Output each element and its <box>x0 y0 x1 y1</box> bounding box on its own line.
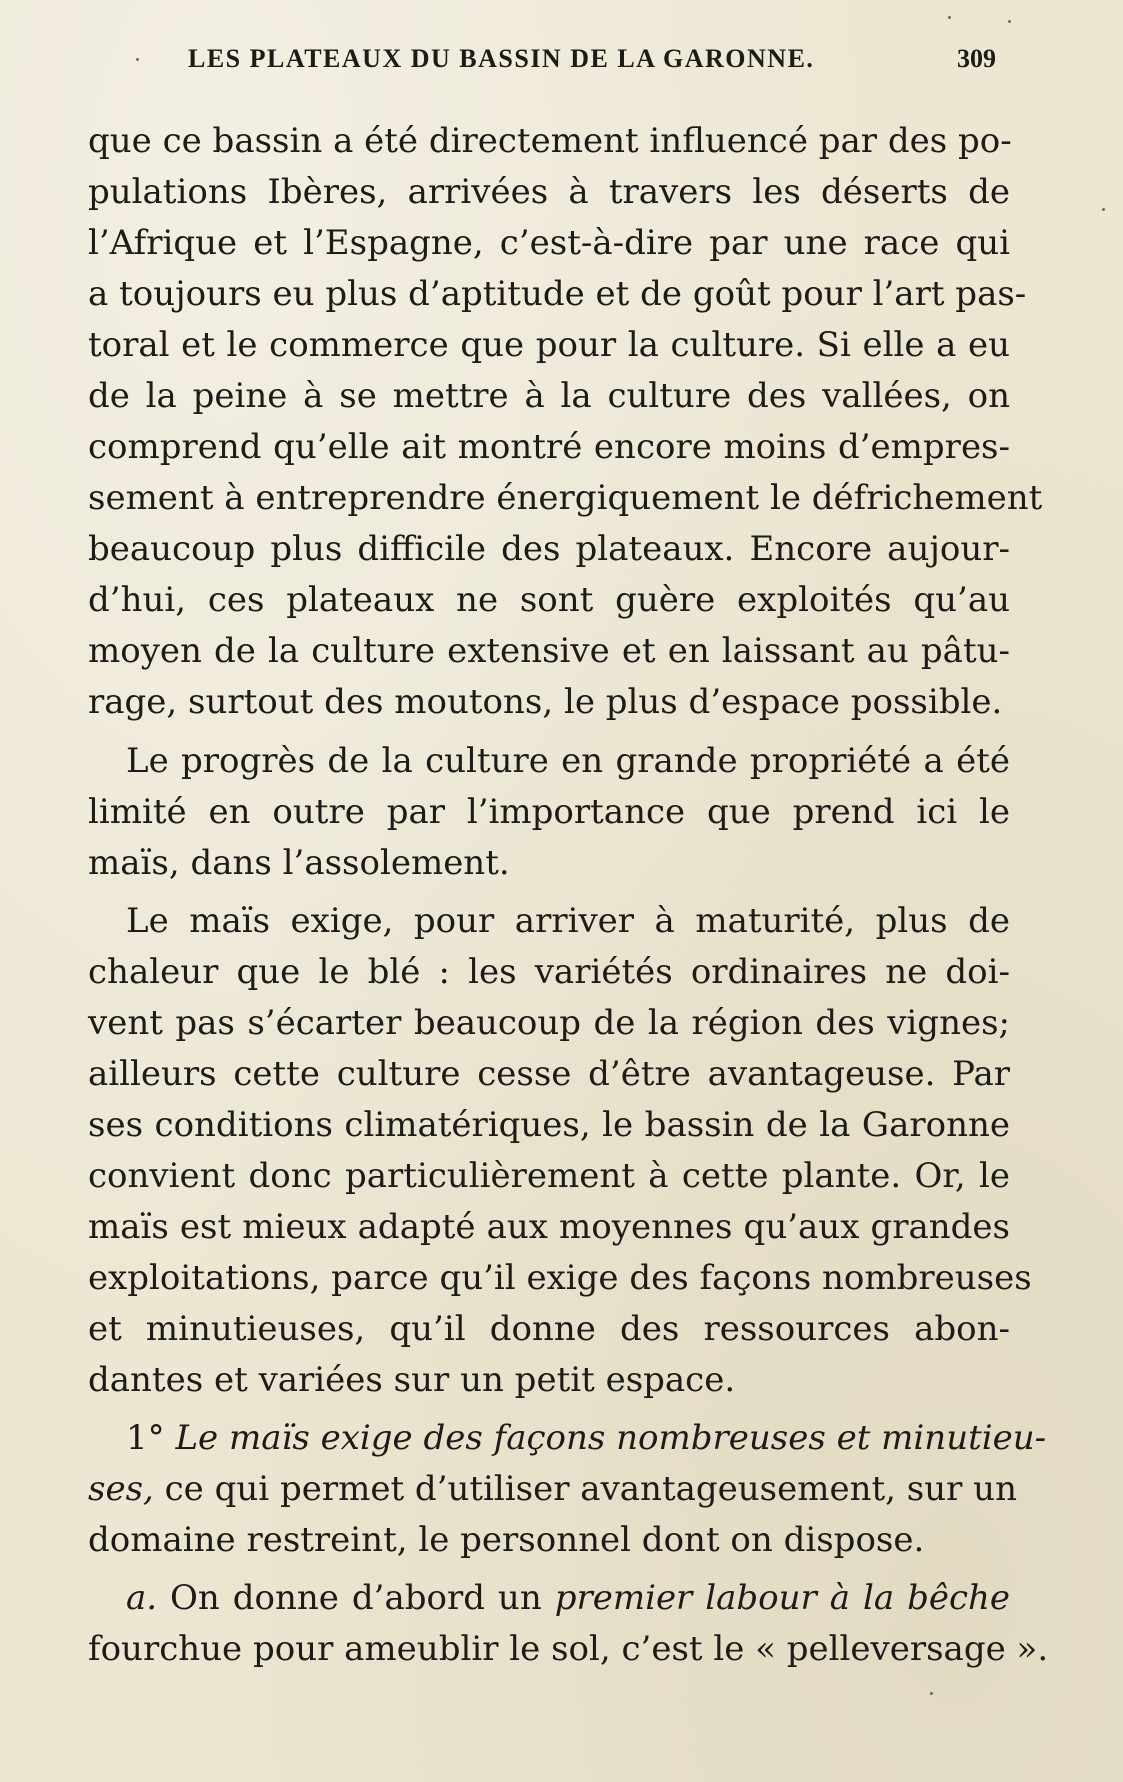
paper-speck <box>1102 208 1105 211</box>
text-line: moyen de la culture extensive et en laissant au pâtu- <box>88 631 1010 671</box>
paragraph <box>88 896 1032 1406</box>
text-line: exploitations, parce qu’il exige des façons nombreuses <box>88 1258 1032 1298</box>
point-one-number: 1° <box>126 1418 165 1458</box>
text-line: vent pas s’écarter beaucoup de la région des vignes; <box>88 1003 1010 1043</box>
paper-speck <box>948 16 951 19</box>
paper-speck <box>136 58 139 61</box>
text-line: rage, surtout des moutons, le plus d’espace possible. <box>88 682 1003 722</box>
text-line: limité en outre par l’importance que prend ici le <box>88 792 1010 832</box>
paragraph-point-a <box>88 1573 1049 1675</box>
text-line: ailleurs cette culture cesse d’être avantageuse. Par <box>88 1054 1010 1094</box>
text-line: maïs, dans l’assolement. <box>88 843 510 883</box>
text-line: pulations Ibères, arrivées à travers les déserts de <box>88 172 1010 212</box>
point-one-italic-line-1: Le maïs exige des façons nombreuses et minutieu- <box>175 1418 1047 1458</box>
point-a-letter: a. <box>126 1578 158 1618</box>
text-line: que ce bassin a été directement influencé par des po- <box>88 121 1012 161</box>
point-a-plain-text: On donne d’abord un <box>170 1578 542 1618</box>
text-line: ses conditions climatériques, le bassin de la Garonne <box>88 1105 1010 1145</box>
text-line: maïs est mieux adapté aux moyennes qu’aux grandes <box>88 1207 1010 1247</box>
point-one-line-3: domaine restreint, le personnel dont on dispose. <box>88 1520 925 1560</box>
book-page <box>88 44 1049 1682</box>
paper-speck <box>930 1692 933 1695</box>
point-one-italic-line-2: ses, <box>88 1469 154 1509</box>
text-line: comprend qu’elle ait montré encore moins d’empres- <box>88 427 1010 467</box>
text-line: toral et le commerce que pour la culture. Si elle a eu <box>88 325 1010 365</box>
running-head-title: LES PLATEAUX DU BASSIN DE LA GARONNE. <box>188 44 815 73</box>
paragraph-group <box>88 116 1043 1406</box>
page-number: 309 <box>957 44 996 73</box>
text-line: et minutieuses, qu’il donne des ressources abon- <box>88 1309 1010 1349</box>
point-one-line-2-rest: ce qui permet d’utiliser avantageusement, sur un <box>164 1469 1017 1509</box>
point-a-italic-text: premier labour à la bêche <box>554 1578 1011 1618</box>
paragraph <box>88 736 1010 889</box>
text-line: d’hui, ces plateaux ne sont guère exploités qu’au <box>88 580 1010 620</box>
text-line: a toujours eu plus d’aptitude et de goût pour l’art pas- <box>88 274 1027 314</box>
text-line: dantes et variées sur un petit espace. <box>88 1360 736 1400</box>
text-line: Le maïs exige, pour arriver à maturité, plus de <box>126 901 1010 941</box>
text-line: sement à entreprendre énergiquement le défrichement <box>88 478 1043 518</box>
text-line: convient donc particulièrement à cette plante. Or, le <box>88 1156 1010 1196</box>
paragraph <box>88 116 1043 728</box>
text-line: de la peine à se mettre à la culture des vallées, on <box>88 376 1010 416</box>
text-line: Le progrès de la culture en grande propriété a été <box>126 741 1010 781</box>
body-text <box>88 116 1049 1675</box>
running-head <box>88 44 1010 86</box>
paragraph-point-one <box>88 1413 1047 1566</box>
text-line: chaleur que le blé : les variétés ordinaires ne doi- <box>88 952 1010 992</box>
paper-speck <box>1008 20 1011 23</box>
point-a-line-2: fourchue pour ameublir le sol, c’est le « pelleversage ». <box>88 1629 1049 1669</box>
text-line: beaucoup plus difficile des plateaux. Encore aujour- <box>88 529 1010 569</box>
text-line: l’Afrique et l’Espagne, c’est-à-dire par une race qui <box>88 223 1010 263</box>
